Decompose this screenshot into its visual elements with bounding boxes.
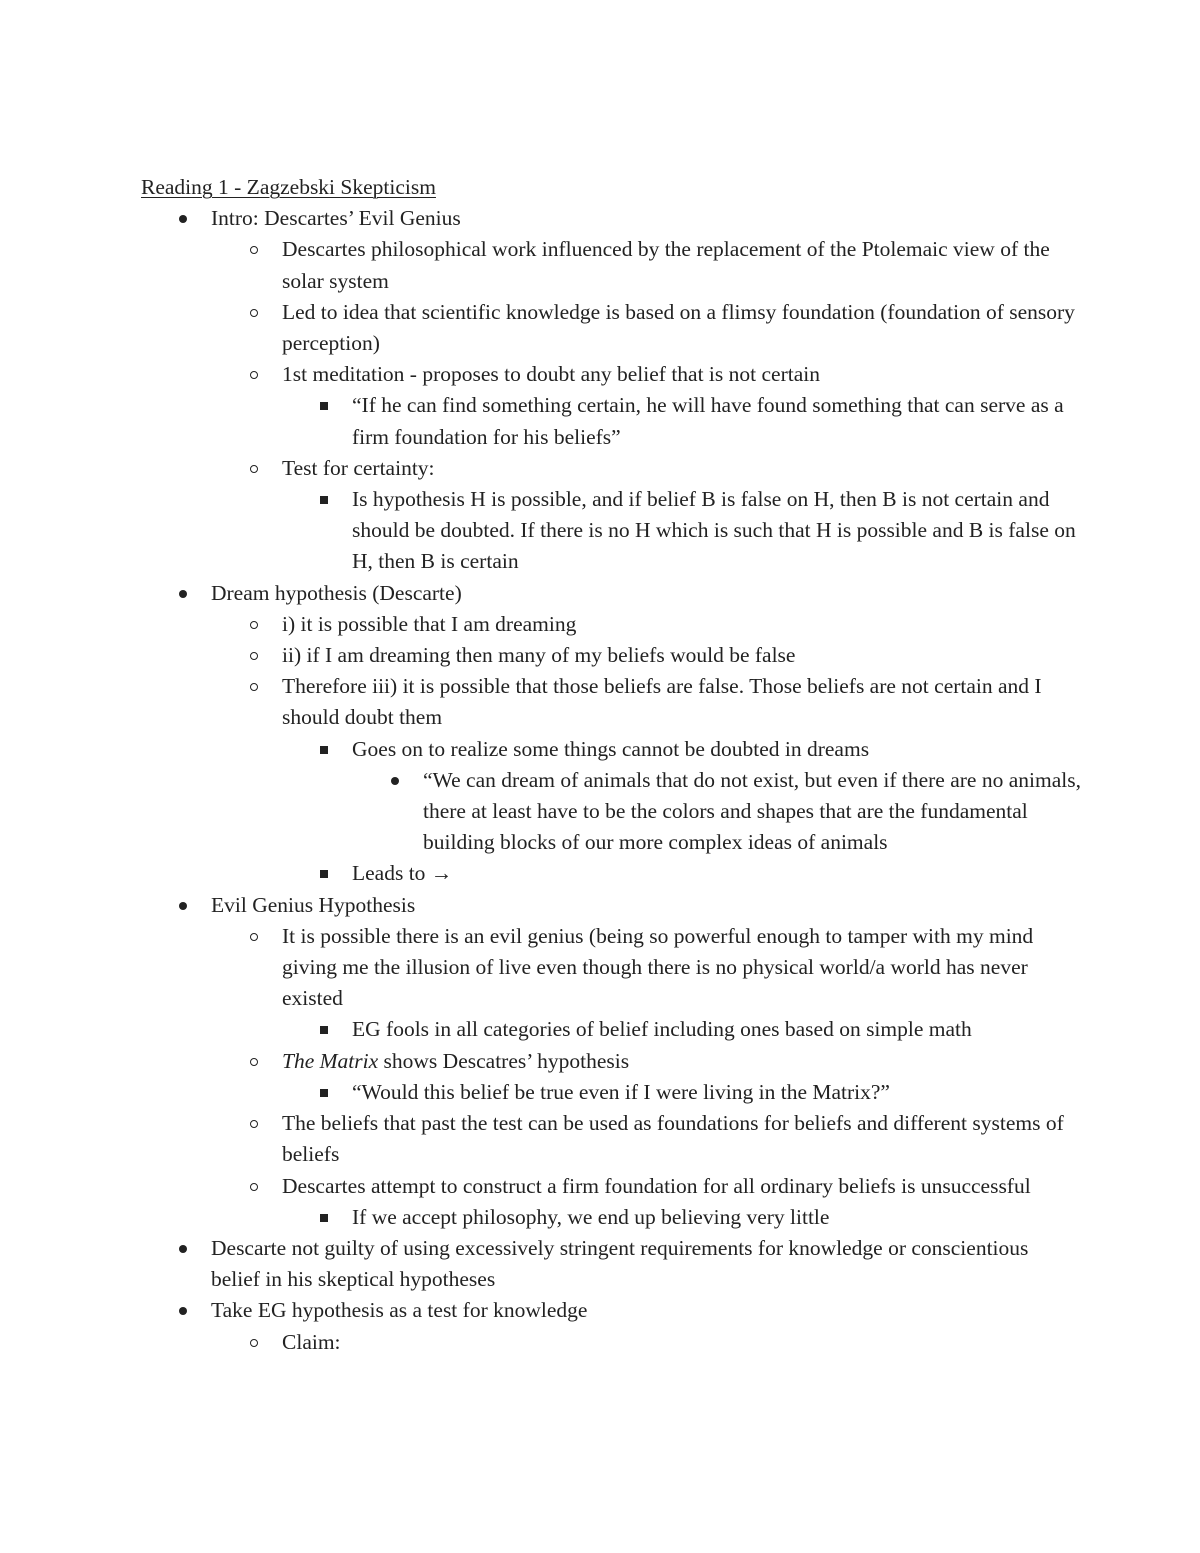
list-item-text: The beliefs that past the test can be used as foundations for beliefs and different systems of beliefs (282, 1111, 1064, 1167)
bullet-dot-icon (179, 1245, 187, 1253)
list-item-text: ii) if I am dreaming then many of my beliefs would be false (282, 643, 796, 668)
bullet-circle-icon (250, 309, 258, 317)
bullet-circle-icon (250, 246, 258, 254)
list-item-text: Descartes attempt to construct a firm foundation for all ordinary beliefs is unsuccessful (282, 1173, 1031, 1198)
bullet-circle-icon (250, 933, 258, 941)
list-item-text: Intro: Descartes’ Evil Genius (211, 206, 461, 231)
list-item-text: Claim: (282, 1329, 341, 1354)
list-item-text: Is hypothesis H is possible, and if belief B is false on H, then B is not certain and should be doubted. If there is no H which is such that H is possible and B is false on H, then B is certain (352, 487, 1076, 574)
list-item-text: Descarte not guilty of using excessively stringent requirements for knowledge or conscientious belief in his skeptical hypotheses (211, 1235, 1029, 1292)
document-body (141, 172, 1081, 1358)
list-item (141, 1108, 1081, 1170)
list-item-text: Led to idea that scientific knowledge is based on a flimsy foundation (foundation of sensory perception) (282, 299, 1075, 356)
list-item (141, 1077, 1081, 1108)
bullet-square-icon (320, 746, 328, 754)
list-item-text: Descartes philosophical work influenced by the replacement of the Ptolemaic view of the solar system (282, 237, 1050, 293)
list-item (141, 359, 1081, 390)
list-item (141, 1171, 1081, 1202)
list-item-text: Dream hypothesis (Descarte) (211, 580, 462, 605)
list-item-text (282, 1049, 629, 1073)
list-item (141, 1202, 1081, 1233)
bullet-circle-icon (250, 1339, 258, 1347)
list-item-text: “Would this belief be true even if I were living in the Matrix?” (352, 1079, 890, 1104)
bullet-circle-icon (250, 1120, 258, 1128)
bullet-dot-icon (391, 777, 399, 785)
list-item-text: i) it is possible that I am dreaming (282, 611, 577, 636)
list-item (141, 858, 1081, 889)
list-item-text: Goes on to realize some things cannot be doubted in dreams (352, 736, 870, 761)
list-item-text: Leads to → (352, 861, 453, 886)
matrix-text: shows Descatres’ hypothesis (378, 1048, 630, 1073)
bullet-square-icon (320, 870, 328, 878)
list-item (141, 921, 1081, 1015)
list-item (141, 203, 1081, 234)
bullet-dot-icon (179, 215, 187, 223)
list-item (141, 765, 1081, 859)
list-item (141, 734, 1081, 765)
list-item (141, 890, 1081, 921)
list-item-text: Therefore iii) it is possible that those beliefs are false. Those beliefs are not certain and I should doubt them (282, 674, 1042, 730)
list-item (141, 390, 1081, 452)
bullet-circle-icon (250, 1183, 258, 1191)
list-item-text: If we accept philosophy, we end up believing very little (352, 1204, 830, 1229)
list-item (141, 1327, 1081, 1358)
page-title: Reading 1 - Zagzebski Skepticism (141, 175, 436, 199)
bullet-circle-icon (250, 1058, 258, 1066)
list-item-text: Test for certainty: (282, 455, 435, 480)
bullet-square-icon (320, 1026, 328, 1034)
bullet-square-icon (320, 1089, 328, 1097)
italic-matrix-title: The Matrix (282, 1048, 379, 1073)
list-item (141, 453, 1081, 484)
bullet-circle-icon (250, 621, 258, 629)
list-item-text: EG fools in all categories of belief including ones based on simple math (352, 1017, 972, 1042)
list-item (141, 578, 1081, 609)
bullet-circle-icon (250, 465, 258, 473)
bullet-square-icon (320, 1214, 328, 1222)
list-item (141, 234, 1081, 296)
bullet-dot-icon (179, 590, 187, 598)
bullet-square-icon (320, 496, 328, 504)
list-item (141, 671, 1081, 733)
list-item-text: Take EG hypothesis as a test for knowledge (211, 1298, 588, 1323)
list-item-text: “We can dream of animals that do not exist, but even if there are no animals, there at least have to be the colors and shapes that are the fundamental building blocks of our more complex ideas of animals (423, 767, 1081, 855)
list-item (141, 1046, 1081, 1077)
bullet-circle-icon (250, 371, 258, 379)
list-item-text: Evil Genius Hypothesis (211, 892, 416, 917)
list-item (141, 1233, 1081, 1295)
list-item-text: “If he can find something certain, he will have found something that can serve as a firm foundation for his beliefs” (352, 393, 1064, 449)
list-item (141, 1295, 1081, 1326)
bullet-square-icon (320, 402, 328, 410)
list-item (141, 609, 1081, 640)
bullet-dot-icon (179, 902, 187, 910)
list-item (141, 640, 1081, 671)
bullet-dot-icon (179, 1307, 187, 1315)
list-item (141, 297, 1081, 359)
list-item (141, 484, 1081, 578)
bullet-circle-icon (250, 652, 258, 660)
bullet-circle-icon (250, 683, 258, 691)
outline-list (141, 203, 1081, 1358)
list-item-text: 1st meditation - proposes to doubt any belief that is not certain (282, 362, 820, 387)
list-item (141, 1014, 1081, 1045)
list-item-text: It is possible there is an evil genius (being so powerful enough to tamper with my mind giving me the illusion of live even though there is no physical world/a world has never existed (282, 923, 1034, 1011)
